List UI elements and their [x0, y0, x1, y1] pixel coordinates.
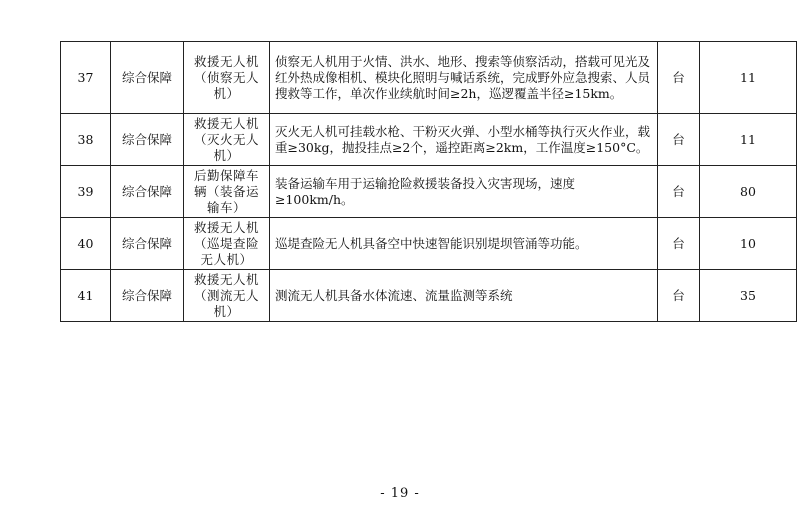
equipment-table: [60, 41, 797, 322]
row-category: 综合保障: [111, 270, 184, 322]
row-number: 41: [61, 270, 111, 322]
row-number: 37: [61, 42, 111, 114]
row-description: 侦察无人机用于火情、洪水、地形、搜索等侦察活动，搭载可见光及红外热成像相机、模块化照明与喊话系统，完成野外应急搜索、人员搜救等工作，单次作业续航时间≥2h，巡逻覆盖半径≥15km。: [270, 42, 658, 114]
row-equipment-name: 后勤保障车辆（装备运输车）: [184, 166, 270, 218]
page-number: - 19 -: [380, 486, 420, 501]
row-unit: 台: [658, 218, 700, 270]
row-description: 测流无人机具备水体流速、流量监测等系统: [270, 270, 658, 322]
row-description: 巡堤查险无人机具备空中快速智能识别堤坝管涌等功能。: [270, 218, 658, 270]
row-equipment-name: 救援无人机（测流无人机）: [184, 270, 270, 322]
table-row: [61, 270, 797, 322]
row-equipment-name: 救援无人机（侦察无人机）: [184, 42, 270, 114]
row-category: 综合保障: [111, 114, 184, 166]
row-unit: 台: [658, 114, 700, 166]
row-number: 39: [61, 166, 111, 218]
row-category: 综合保障: [111, 218, 184, 270]
row-quantity: 11: [700, 114, 797, 166]
row-quantity: 35: [700, 270, 797, 322]
row-equipment-name: 救援无人机（巡堤查险无人机）: [184, 218, 270, 270]
row-category: 综合保障: [111, 166, 184, 218]
row-equipment-name: 救援无人机（灭火无人机）: [184, 114, 270, 166]
row-unit: 台: [658, 270, 700, 322]
row-description: 装备运输车用于运输抢险救援装备投入灾害现场，速度≥100km/h。: [270, 166, 658, 218]
row-number: 38: [61, 114, 111, 166]
table-row: [61, 42, 797, 114]
row-unit: 台: [658, 42, 700, 114]
row-unit: 台: [658, 166, 700, 218]
table-row: [61, 114, 797, 166]
row-description: 灭火无人机可挂载水枪、干粉灭火弹、小型水桶等执行灭火作业，载重≥30kg，抛投挂点≥2个，遥控距离≥2km，工作温度≥150°C。: [270, 114, 658, 166]
row-number: 40: [61, 218, 111, 270]
table-row: [61, 218, 797, 270]
row-category: 综合保障: [111, 42, 184, 114]
row-quantity: 11: [700, 42, 797, 114]
table-row: [61, 166, 797, 218]
row-quantity: 10: [700, 218, 797, 270]
row-quantity: 80: [700, 166, 797, 218]
